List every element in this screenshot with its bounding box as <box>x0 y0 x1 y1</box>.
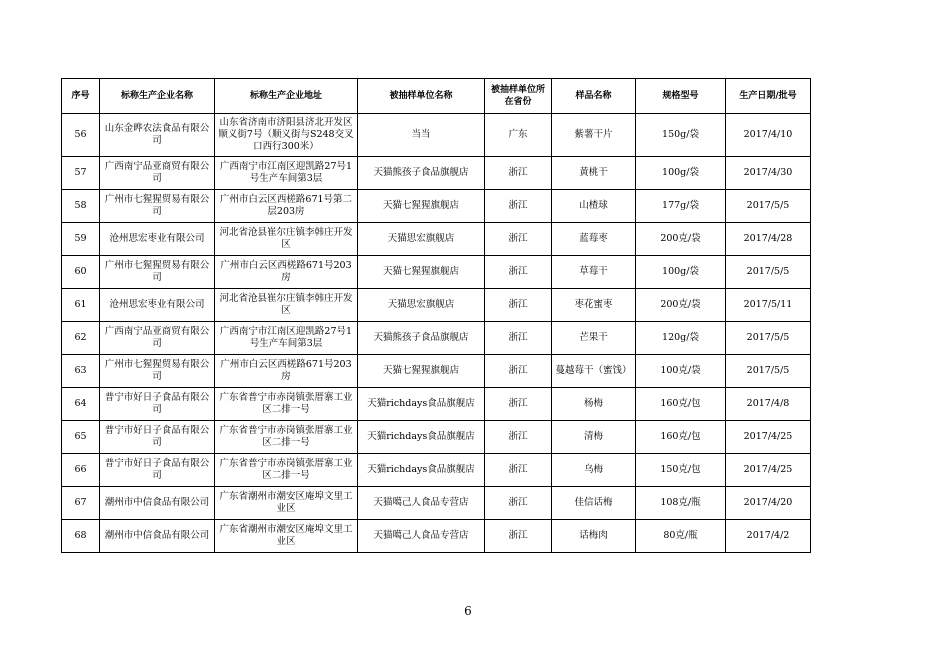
province-cell: 浙江 <box>485 190 552 223</box>
sampling-table <box>61 78 811 553</box>
table-row <box>62 322 811 355</box>
header-index: 序号 <box>62 79 100 114</box>
table-row <box>62 157 811 190</box>
index-cell: 58 <box>62 190 100 223</box>
production-date-cell: 2017/4/20 <box>726 487 811 520</box>
manufacturer-address-cell: 广东省普宁市赤岗镇张厝寨工业区二排一号 <box>215 388 358 421</box>
spec-cell: 120g/袋 <box>636 322 726 355</box>
index-cell: 68 <box>62 520 100 553</box>
spec-cell: 100g/袋 <box>636 157 726 190</box>
province-cell: 浙江 <box>485 289 552 322</box>
manufacturer-name-cell: 潮州市中信食品有限公司 <box>100 487 215 520</box>
sample-name-cell: 芒果干 <box>552 322 636 355</box>
index-cell: 57 <box>62 157 100 190</box>
manufacturer-address-cell: 河北省沧县崔尔庄镇李韩庄开发区 <box>215 223 358 256</box>
province-cell: 浙江 <box>485 487 552 520</box>
sample-name-cell: 杨梅 <box>552 388 636 421</box>
header-province: 被抽样单位所在省份 <box>485 79 552 114</box>
province-cell: 浙江 <box>485 256 552 289</box>
index-cell: 61 <box>62 289 100 322</box>
spec-cell: 108克/瓶 <box>636 487 726 520</box>
table-row <box>62 388 811 421</box>
spec-cell: 100g/袋 <box>636 256 726 289</box>
page-number: 6 <box>464 604 472 618</box>
spec-cell: 150克/包 <box>636 454 726 487</box>
sample-name-cell: 黄桃干 <box>552 157 636 190</box>
manufacturer-name-cell: 沧州思宏枣业有限公司 <box>100 223 215 256</box>
manufacturer-address-cell: 广州市白云区西槎路671号第二层203房 <box>215 190 358 223</box>
manufacturer-name-cell: 广州市七猩猩贸易有限公司 <box>100 190 215 223</box>
manufacturer-name-cell: 普宁市好日子食品有限公司 <box>100 454 215 487</box>
sample-name-cell: 话梅肉 <box>552 520 636 553</box>
index-cell: 63 <box>62 355 100 388</box>
sampled-unit-cell: 当当 <box>358 114 485 157</box>
manufacturer-address-cell: 河北省沧县崔尔庄镇李韩庄开发区 <box>215 289 358 322</box>
sample-name-cell: 枣花蜜枣 <box>552 289 636 322</box>
index-cell: 67 <box>62 487 100 520</box>
sampled-unit-cell: 天猫richdays食品旗舰店 <box>358 454 485 487</box>
spec-cell: 200克/袋 <box>636 289 726 322</box>
spec-cell: 160克/包 <box>636 421 726 454</box>
manufacturer-name-cell: 沧州思宏枣业有限公司 <box>100 289 215 322</box>
table-row <box>62 487 811 520</box>
production-date-cell: 2017/4/25 <box>726 421 811 454</box>
manufacturer-name-cell: 普宁市好日子食品有限公司 <box>100 388 215 421</box>
manufacturer-name-cell: 山东金晔农法食品有限公司 <box>100 114 215 157</box>
sample-name-cell: 紫薯干片 <box>552 114 636 157</box>
province-cell: 浙江 <box>485 223 552 256</box>
table-row <box>62 421 811 454</box>
sampled-unit-cell: 天猫七猩猩旗舰店 <box>358 190 485 223</box>
index-cell: 62 <box>62 322 100 355</box>
table-row <box>62 223 811 256</box>
production-date-cell: 2017/4/2 <box>726 520 811 553</box>
sampled-unit-cell: 天猫噶己人食品专营店 <box>358 487 485 520</box>
header-spec: 规格型号 <box>636 79 726 114</box>
province-cell: 浙江 <box>485 322 552 355</box>
header-manufacturer-name: 标称生产企业名称 <box>100 79 215 114</box>
manufacturer-name-cell: 潮州市中信食品有限公司 <box>100 520 215 553</box>
spec-cell: 200克/袋 <box>636 223 726 256</box>
production-date-cell: 2017/5/5 <box>726 256 811 289</box>
production-date-cell: 2017/5/5 <box>726 322 811 355</box>
manufacturer-address-cell: 广州市白云区西槎路671号203房 <box>215 256 358 289</box>
table-row <box>62 289 811 322</box>
province-cell: 广东 <box>485 114 552 157</box>
province-cell: 浙江 <box>485 355 552 388</box>
spec-cell: 150g/袋 <box>636 114 726 157</box>
header-production-date: 生产日期/批号 <box>726 79 811 114</box>
production-date-cell: 2017/4/25 <box>726 454 811 487</box>
table-row <box>62 256 811 289</box>
table-header-row <box>62 79 811 114</box>
header-manufacturer-address: 标称生产企业地址 <box>215 79 358 114</box>
manufacturer-address-cell: 广东省潮州市潮安区庵埠文里工业区 <box>215 520 358 553</box>
province-cell: 浙江 <box>485 454 552 487</box>
manufacturer-address-cell: 广东省普宁市赤岗镇张厝寨工业区二排一号 <box>215 421 358 454</box>
production-date-cell: 2017/4/8 <box>726 388 811 421</box>
production-date-cell: 2017/5/5 <box>726 355 811 388</box>
sampled-unit-cell: 天猫七猩猩旗舰店 <box>358 355 485 388</box>
index-cell: 65 <box>62 421 100 454</box>
province-cell: 浙江 <box>485 520 552 553</box>
province-cell: 浙江 <box>485 157 552 190</box>
table-body <box>62 114 811 553</box>
manufacturer-address-cell: 山东省济南市济阳县济北开发区顺义街7号（顺义街与S248交叉口西行300米） <box>215 114 358 157</box>
header-sample-name: 样品名称 <box>552 79 636 114</box>
manufacturer-name-cell: 普宁市好日子食品有限公司 <box>100 421 215 454</box>
table-row <box>62 454 811 487</box>
spec-cell: 177g/袋 <box>636 190 726 223</box>
sampled-unit-cell: 天猫思宏旗舰店 <box>358 223 485 256</box>
sample-name-cell: 佳信话梅 <box>552 487 636 520</box>
sample-name-cell: 山楂球 <box>552 190 636 223</box>
manufacturer-address-cell: 广东省潮州市潮安区庵埠文里工业区 <box>215 487 358 520</box>
manufacturer-name-cell: 广州市七猩猩贸易有限公司 <box>100 355 215 388</box>
sample-name-cell: 清梅 <box>552 421 636 454</box>
production-date-cell: 2017/4/28 <box>726 223 811 256</box>
table-row <box>62 520 811 553</box>
sampled-unit-cell: 天猫熊孩子食品旗舰店 <box>358 157 485 190</box>
sampled-unit-cell: 天猫七猩猩旗舰店 <box>358 256 485 289</box>
table-row <box>62 355 811 388</box>
index-cell: 66 <box>62 454 100 487</box>
spec-cell: 80克/瓶 <box>636 520 726 553</box>
production-date-cell: 2017/4/10 <box>726 114 811 157</box>
province-cell: 浙江 <box>485 421 552 454</box>
sample-name-cell: 草莓干 <box>552 256 636 289</box>
index-cell: 60 <box>62 256 100 289</box>
production-date-cell: 2017/5/11 <box>726 289 811 322</box>
manufacturer-address-cell: 广东省普宁市赤岗镇张厝寨工业区二排一号 <box>215 454 358 487</box>
sampled-unit-cell: 天猫思宏旗舰店 <box>358 289 485 322</box>
table-row <box>62 190 811 223</box>
province-cell: 浙江 <box>485 388 552 421</box>
sampled-unit-cell: 天猫熊孩子食品旗舰店 <box>358 322 485 355</box>
sampled-unit-cell: 天猫噶己人食品专营店 <box>358 520 485 553</box>
sample-name-cell: 蓝莓枣 <box>552 223 636 256</box>
manufacturer-name-cell: 广西南宁品亚商贸有限公司 <box>100 322 215 355</box>
table-row <box>62 114 811 157</box>
header-sampled-unit: 被抽样单位名称 <box>358 79 485 114</box>
index-cell: 59 <box>62 223 100 256</box>
sampled-unit-cell: 天猫richdays食品旗舰店 <box>358 421 485 454</box>
production-date-cell: 2017/5/5 <box>726 190 811 223</box>
manufacturer-name-cell: 广西南宁品亚商贸有限公司 <box>100 157 215 190</box>
sampled-unit-cell: 天猫richdays食品旗舰店 <box>358 388 485 421</box>
index-cell: 64 <box>62 388 100 421</box>
spec-cell: 100克/袋 <box>636 355 726 388</box>
manufacturer-address-cell: 广西南宁市江南区迎凯路27号1号生产车间第3层 <box>215 157 358 190</box>
manufacturer-address-cell: 广西南宁市江南区迎凯路27号1号生产车间第3层 <box>215 322 358 355</box>
production-date-cell: 2017/4/30 <box>726 157 811 190</box>
manufacturer-name-cell: 广州市七猩猩贸易有限公司 <box>100 256 215 289</box>
sample-name-cell: 乌梅 <box>552 454 636 487</box>
spec-cell: 160克/包 <box>636 388 726 421</box>
manufacturer-address-cell: 广州市白云区西槎路671号203房 <box>215 355 358 388</box>
index-cell: 56 <box>62 114 100 157</box>
sample-name-cell: 蔓越莓干（蜜饯） <box>552 355 636 388</box>
